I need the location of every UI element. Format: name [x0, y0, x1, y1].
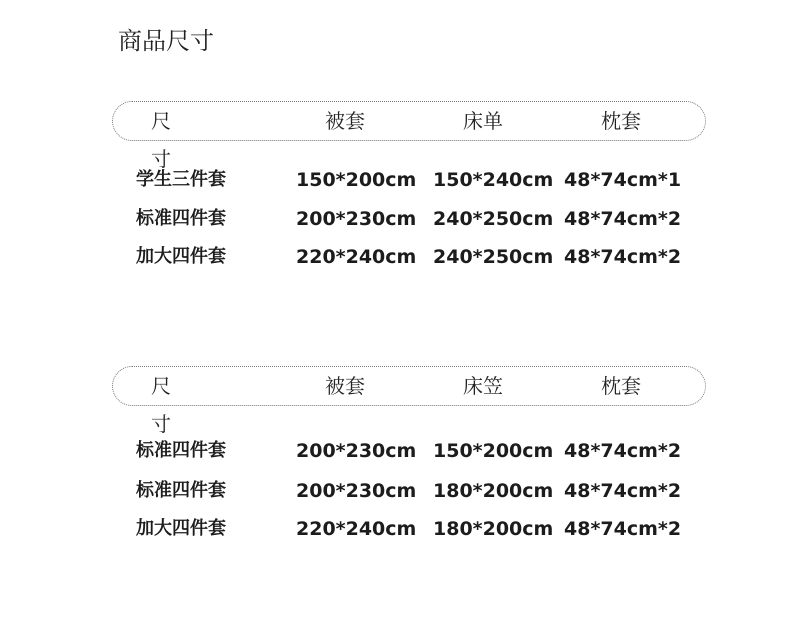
row-duvet-size: 200*230cm — [296, 440, 417, 462]
size-table-1 — [112, 101, 706, 268]
header-duvet-cover: 被套 — [325, 109, 365, 133]
header-bed-sheet: 床单 — [463, 109, 503, 133]
header-pillowcase: 枕套 — [601, 374, 641, 398]
row-sheet-size: 240*250cm — [433, 208, 554, 230]
table-row — [112, 514, 706, 544]
header-pillowcase: 枕套 — [601, 109, 641, 133]
table-row — [112, 165, 706, 195]
row-duvet-size: 200*230cm — [296, 208, 417, 230]
row-set-name: 标准四件套 — [136, 440, 226, 461]
table-row — [112, 476, 706, 506]
row-sheet-size: 180*200cm — [433, 518, 554, 540]
row-sheet-size: 240*250cm — [433, 246, 554, 268]
header-fitted-sheet: 床笠 — [463, 374, 503, 398]
header-duvet-cover: 被套 — [325, 374, 365, 398]
table-row — [112, 242, 706, 272]
row-sheet-size: 150*240cm — [433, 169, 554, 191]
row-set-name: 标准四件套 — [136, 208, 226, 229]
row-sheet-size: 150*200cm — [433, 440, 554, 462]
row-duvet-size: 220*240cm — [296, 518, 417, 540]
row-set-name: 加大四件套 — [136, 246, 226, 267]
row-pillow-size: 48*74cm*2 — [564, 440, 682, 462]
row-set-name: 加大四件套 — [136, 518, 226, 539]
row-duvet-size: 220*240cm — [296, 246, 417, 268]
row-pillow-size: 48*74cm*2 — [564, 480, 682, 502]
row-duvet-size: 200*230cm — [296, 480, 417, 502]
row-set-name: 学生三件套 — [136, 169, 226, 190]
table-header-bar — [112, 101, 706, 171]
row-duvet-size: 150*200cm — [296, 169, 417, 191]
row-pillow-size: 48*74cm*2 — [564, 518, 682, 540]
table-row — [112, 436, 706, 466]
row-pillow-size: 48*74cm*2 — [564, 246, 682, 268]
row-pillow-size: 48*74cm*2 — [564, 208, 682, 230]
row-pillow-size: 48*74cm*1 — [564, 169, 682, 191]
header-size: 尺 寸 — [151, 109, 235, 171]
table-row — [112, 204, 706, 234]
page-title: 商品尺寸 — [118, 27, 214, 55]
size-table-2 — [112, 366, 706, 540]
row-set-name: 标准四件套 — [136, 480, 226, 501]
header-size: 尺 寸 — [151, 374, 235, 436]
table-header-bar — [112, 366, 706, 436]
row-sheet-size: 180*200cm — [433, 480, 554, 502]
